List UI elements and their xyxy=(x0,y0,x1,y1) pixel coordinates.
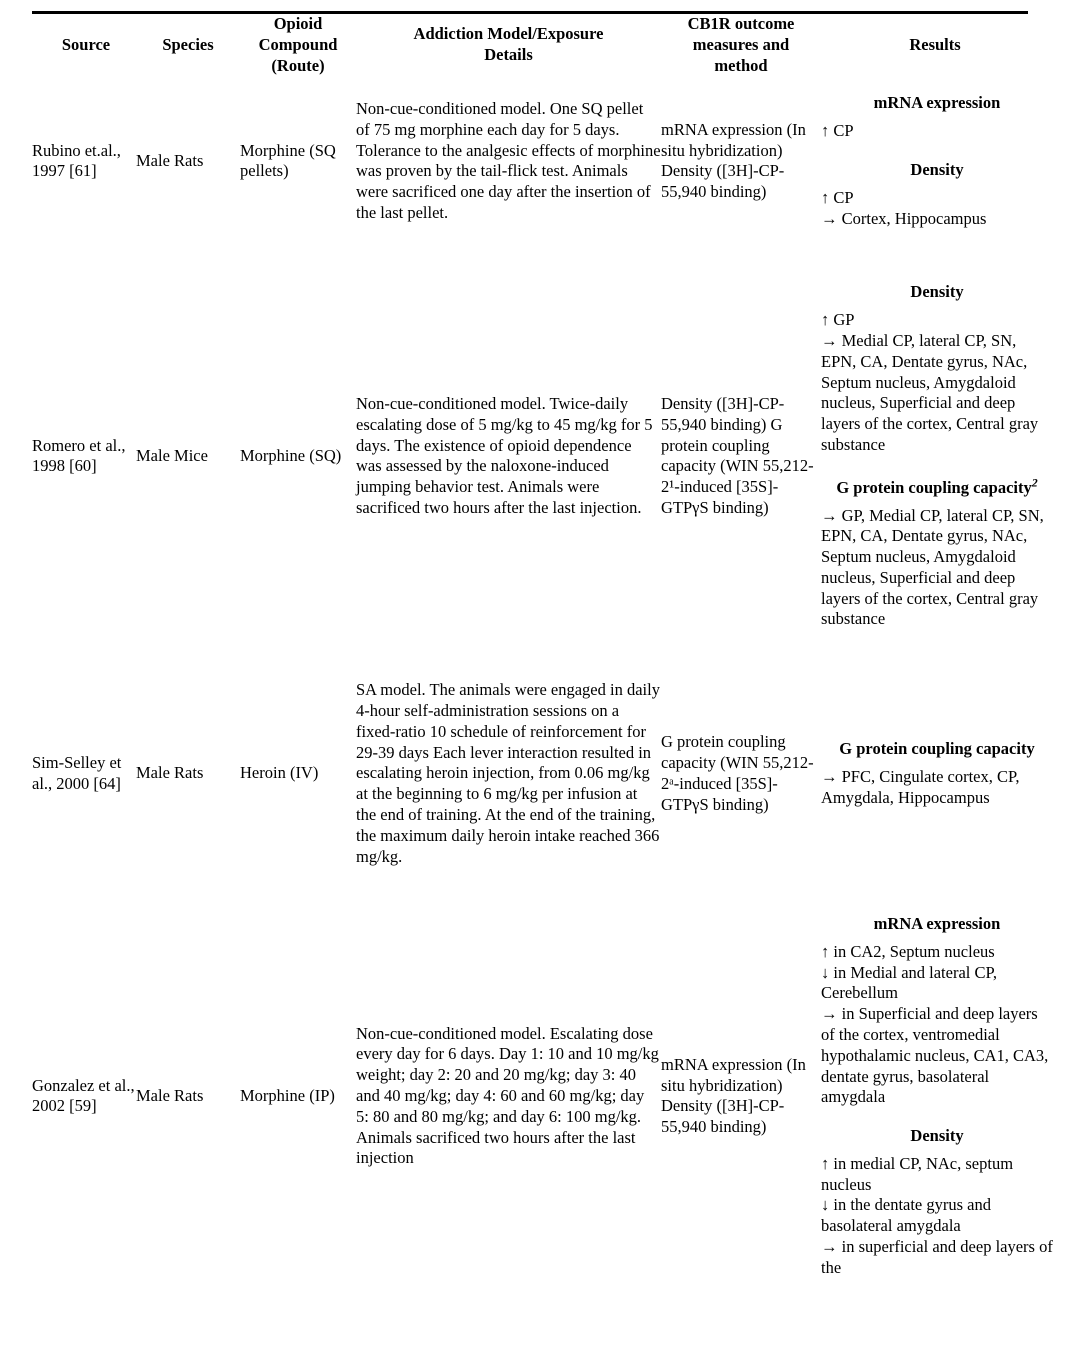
cell-model: SA model. The animals were engaged in daily 4-hour self-administration sessions on a fixed-ratio 10 schedule of reinforcement for 29-39 days Each lever interaction resulted in escalating heroin injection, from 0.06 mg/kg at the beginning to 6 mg/kg per infusion at the end of training. At the end of the training, the maximum daily heroin intake reached 366 mg/kg. xyxy=(356,680,660,866)
cell-compound: Morphine (IP) xyxy=(240,1085,335,1105)
cell-outcome: Density ([3H]-CP-55,940 binding) G protein coupling capacity (WIN 55,212-2¹-induced [35S]-GTPγS binding) xyxy=(661,394,814,517)
cell-outcome: mRNA expression (In situ hybridization) Density ([3H]-CP-55,940 binding) xyxy=(661,119,806,202)
column-header-results: Results xyxy=(909,34,961,54)
table-header xyxy=(32,14,1053,76)
cell-results xyxy=(821,881,1053,1311)
cell-source: Gonzalez et al., 2002 [59] xyxy=(32,1075,135,1116)
cell-compound: Morphine (SQ) xyxy=(240,445,342,465)
table-row xyxy=(32,76,1053,246)
table-body xyxy=(32,76,1053,1311)
column-header-compound xyxy=(240,14,356,76)
opioid-cb1r-study-table xyxy=(32,14,1053,1311)
cell-species: Male Mice xyxy=(136,445,208,465)
column-header-source: Source xyxy=(61,34,111,54)
cell-model: Non-cue-conditioned model. Escalating dose every day for 6 days. Day 1: 10 and 10 mg/kg weight; day 2: 20 and 20 mg/kg; day 3: 40 and 40 mg/kg; day 4: 60 and 60 mg/kg; day 5: 80 and 80 mg/kg; and day 6: 100 mg/kg. Animals sacrificed two hours after the last injection xyxy=(356,1023,659,1168)
column-header-outcome-line2: measures and xyxy=(692,34,790,54)
table-row xyxy=(32,881,1053,1311)
result-heading xyxy=(821,475,1053,498)
result-heading: Density xyxy=(910,1126,964,1146)
column-header-compound-line1: Opioid xyxy=(273,14,323,33)
cell-results xyxy=(821,246,1053,666)
result-heading: Density xyxy=(910,159,964,179)
column-header-outcome-line3: method xyxy=(714,55,768,75)
cell-model: Non-cue-conditioned model. Twice-daily escalating dose of 5 mg/kg to 45 mg/kg for 5 days. The existence of opioid dependence was assessed by the naloxone-induced jumping behavior test. Animals were sacrificed two hours after the last injection. xyxy=(356,394,653,517)
column-header-model-line1: Addiction Model/Exposure xyxy=(413,24,604,44)
cell-outcome: G protein coupling capacity (WIN 55,212-2ᵃ-induced [35S]-GTPγS binding) xyxy=(661,732,814,814)
result-body: → PFC, Cingulate cortex, CP, Amygdala, Hippocampus xyxy=(821,766,1020,807)
cell-source: Sim-Selley et al., 2000 [64] xyxy=(32,753,122,793)
column-header-outcome-line1: CB1R outcome xyxy=(687,14,795,33)
result-body: ↑ in medial CP, NAc, septum nucleus ↓ in the dentate gyrus and basolateral amygdala → in superficial and deep layers of the xyxy=(821,1153,1053,1277)
cell-compound: Morphine (SQ pellets) xyxy=(240,140,336,181)
table-row xyxy=(32,666,1053,881)
column-header-model-line2: Details xyxy=(484,45,533,65)
table-row xyxy=(32,246,1053,666)
column-header-compound-line2: Compound xyxy=(258,34,338,54)
result-heading: G protein coupling capacity xyxy=(839,739,1035,759)
result-body: ↑ GP → Medial CP, lateral CP, SN, EPN, CA, Dentate gyrus, NAc, Septum nucleus, Amygdaloid nucleus, Superficial and deep layers of the cortex, Central gray substance xyxy=(821,310,1039,454)
cell-results xyxy=(821,76,1053,246)
column-header-species: Species xyxy=(162,34,214,54)
cell-source: Romero et al., 1998 [60] xyxy=(32,435,126,476)
table-page xyxy=(0,11,1081,1347)
cell-results xyxy=(821,666,1053,881)
result-heading-text: G protein coupling capacity xyxy=(836,477,1032,497)
cell-species: Male Rats xyxy=(136,150,204,170)
column-header-model xyxy=(356,14,661,76)
result-heading: mRNA expression xyxy=(873,914,1001,934)
result-heading: Density xyxy=(910,282,964,302)
cell-source: Rubino et.al., 1997 [61] xyxy=(32,140,121,181)
result-heading-superscript: 2 xyxy=(1031,475,1038,490)
cell-compound: Heroin (IV) xyxy=(240,763,319,783)
cell-species: Male Rats xyxy=(136,1085,204,1105)
column-header-outcome xyxy=(661,14,821,76)
header-row xyxy=(32,14,1053,76)
column-header-compound-line3: (Route) xyxy=(271,55,325,75)
result-body: ↑ CP → Cortex, Hippocampus xyxy=(821,187,987,228)
cell-model: Non-cue-conditioned model. One SQ pellet of 75 mg morphine each day for 5 days. Tolerance to the analgesic effects of morphine was proven by the tail-flick test. Animals were sacrificed one day after the insertion of the last pellet. xyxy=(356,99,661,222)
result-body: ↑ in CA2, Septum nucleus ↓ in Medial and lateral CP, Cerebellum → in Superficial and deep layers of the cortex, ventromedial hypothalamic nucleus, CA1, CA3, dentate gyrus, basolateral amygdala xyxy=(821,941,1049,1107)
result-heading: mRNA expression xyxy=(873,93,1001,113)
cell-outcome: mRNA expression (In situ hybridization) Density ([3H]-CP-55,940 binding) xyxy=(661,1054,806,1137)
result-body: → GP, Medial CP, lateral CP, SN, EPN, CA, Dentate gyrus, NAc, Septum nucleus, Amygdaloid nucleus, Superficial and deep layers of the cortex, Central gray substance xyxy=(821,505,1044,629)
result-body: ↑ CP xyxy=(821,121,854,141)
cell-species: Male Rats xyxy=(136,763,204,783)
